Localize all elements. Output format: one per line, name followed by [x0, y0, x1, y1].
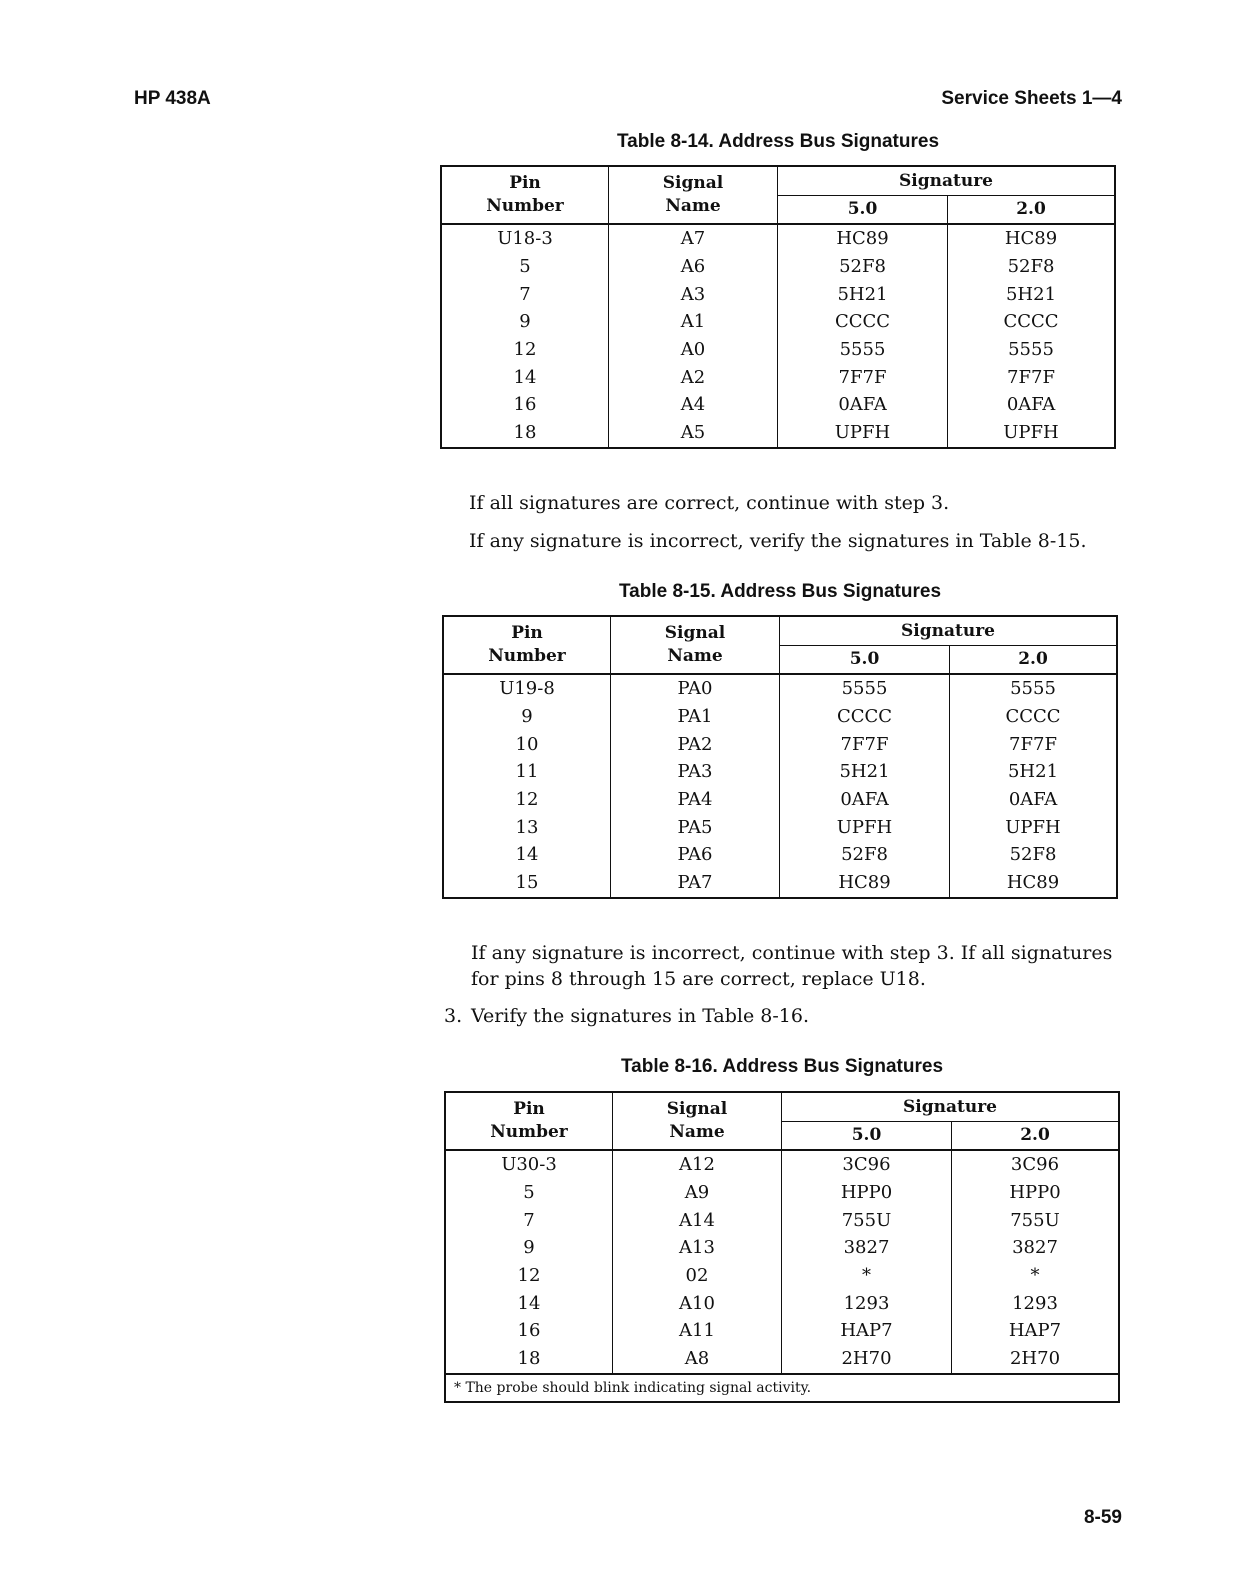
signal-name-cell: A10	[613, 1289, 782, 1317]
signal-name-cell: A12	[613, 1150, 782, 1179]
pin-number-cell: 9	[441, 308, 609, 336]
signal-name-cell: A1	[609, 308, 778, 336]
pin-number-cell: 12	[441, 336, 609, 364]
signal-name-header: Signal Name	[611, 616, 780, 674]
table-row	[445, 1345, 1119, 1374]
signature-2v-cell: 7F7F	[1007, 366, 1055, 388]
pin-number-cell: 16	[441, 391, 609, 419]
signature-5v-cell: HAP7	[782, 1317, 952, 1345]
signature-2v-cell: 52F8	[1007, 256, 1055, 278]
pin-number-cell: 12	[445, 1262, 613, 1290]
signature-2v-cell: 1293	[1012, 1292, 1058, 1314]
table-row	[441, 280, 1115, 308]
table-caption-8-15: Table 8-15. Address Bus Signatures	[618, 581, 942, 602]
table-row	[445, 1150, 1119, 1179]
table-row	[441, 363, 1115, 391]
signature-5v-cell: UPFH	[778, 419, 948, 448]
signature-2v-cell: CCCC	[1003, 311, 1059, 333]
signal-name-cell: A7	[609, 224, 778, 253]
signature-5v-cell: 5H21	[780, 758, 950, 786]
signature-5v-cell: UPFH	[780, 813, 950, 841]
pin-number-cell: 14	[443, 841, 611, 869]
instruction-paragraph: for pins 8 through 15 are correct, replace U18.	[471, 968, 926, 990]
signal-name-cell: A8	[613, 1345, 782, 1374]
table-row	[443, 786, 1117, 814]
signature-2v-cell: HC89	[1006, 872, 1060, 894]
pin-number-cell: 10	[443, 730, 611, 758]
signature-5v-cell: 1293	[782, 1289, 952, 1317]
signature-header: Signature	[778, 166, 1116, 195]
instruction-paragraph: If any signature is incorrect, verify the signatures in Table 8-15.	[469, 530, 1087, 552]
signature-5v-cell: 52F8	[778, 253, 948, 281]
signature-5v-cell: 7F7F	[778, 363, 948, 391]
pin-number-header: Pin Number	[445, 1092, 613, 1150]
signal-name-cell: PA3	[611, 758, 780, 786]
table-row	[445, 1179, 1119, 1207]
pin-number-cell: 12	[443, 786, 611, 814]
signature-2v-cell: 2H70	[1009, 1348, 1061, 1370]
document-model: HP 438A	[134, 88, 211, 109]
signature-5v-cell: 7F7F	[780, 730, 950, 758]
signature-5v-cell: 2H70	[782, 1345, 952, 1374]
signature-2v-cell: 52F8	[1009, 844, 1057, 866]
signature-2v-cell: 5555	[1010, 678, 1056, 700]
signature-5v-cell: HPP0	[782, 1179, 952, 1207]
section-title: Service Sheets 1—4	[941, 88, 1122, 109]
step-text: Verify the signatures in Table 8-16.	[471, 1005, 810, 1027]
table-row	[441, 253, 1115, 281]
table-row	[443, 730, 1117, 758]
table-row	[445, 1289, 1119, 1317]
table-row	[441, 419, 1115, 448]
signal-name-cell: A3	[609, 280, 778, 308]
table-row	[445, 1262, 1119, 1290]
pin-number-cell: 5	[441, 253, 609, 281]
signature-5v-cell: 5555	[780, 674, 950, 703]
signature-5v-cell: *	[782, 1262, 952, 1290]
pin-number-cell: 9	[443, 703, 611, 731]
signal-name-cell: PA7	[611, 869, 780, 898]
signal-name-cell: PA4	[611, 786, 780, 814]
signature-5v-cell: 0AFA	[780, 786, 950, 814]
signature-2v-cell: 5H21	[1005, 283, 1057, 305]
signature-2v-header: 2.0	[948, 195, 1116, 224]
signal-name-cell: A4	[609, 391, 778, 419]
signature-5v-header: 5.0	[782, 1121, 952, 1150]
signature-2v-cell: 3827	[1012, 1237, 1058, 1259]
signature-2v-cell: 755U	[1010, 1209, 1060, 1231]
step-number: 3.	[444, 1005, 463, 1027]
table-row	[445, 1317, 1119, 1345]
table-row	[443, 703, 1117, 731]
pin-number-cell: 14	[445, 1289, 613, 1317]
signature-5v-header: 5.0	[778, 195, 948, 224]
table-row	[443, 674, 1117, 703]
signal-name-cell: PA5	[611, 813, 780, 841]
signal-name-cell: A14	[613, 1206, 782, 1234]
signal-name-cell: A5	[609, 419, 778, 448]
table-caption-8-14: Table 8-14. Address Bus Signatures	[616, 131, 940, 152]
pin-number-cell: 13	[443, 813, 611, 841]
signal-name-cell: A6	[609, 253, 778, 281]
signature-5v-cell: CCCC	[778, 308, 948, 336]
pin-number-cell: 7	[441, 280, 609, 308]
signature-2v-cell: 5H21	[1007, 761, 1059, 783]
table-row	[441, 308, 1115, 336]
table-row	[443, 758, 1117, 786]
instruction-paragraph: If all signatures are correct, continue with step 3.	[469, 492, 950, 514]
signal-name-cell: A9	[613, 1179, 782, 1207]
signature-5v-cell: HC89	[778, 224, 948, 253]
signature-table-8-14	[440, 165, 1116, 449]
pin-number-cell: U18-3	[441, 224, 609, 253]
signature-5v-cell: CCCC	[780, 703, 950, 731]
signature-2v-cell: 5555	[1008, 339, 1054, 361]
signature-2v-cell: CCCC	[1005, 706, 1061, 728]
signal-name-cell: PA2	[611, 730, 780, 758]
signal-name-cell: PA1	[611, 703, 780, 731]
table-row	[441, 391, 1115, 419]
signature-table-8-15	[442, 615, 1118, 899]
pin-number-cell: 9	[445, 1234, 613, 1262]
table-row	[441, 224, 1115, 253]
signature-header: Signature	[780, 616, 1118, 645]
signature-5v-cell: HC89	[780, 869, 950, 898]
table-footnote: * The probe should blink indicating signal activity.	[445, 1374, 1119, 1402]
signature-2v-header: 2.0	[950, 645, 1118, 674]
table-caption-8-16: Table 8-16. Address Bus Signatures	[620, 1056, 944, 1077]
pin-number-header: Pin Number	[443, 616, 611, 674]
pin-number-cell: 5	[445, 1179, 613, 1207]
signature-2v-cell: UPFH	[1005, 816, 1061, 838]
table-row	[445, 1234, 1119, 1262]
signature-5v-header: 5.0	[780, 645, 950, 674]
signature-5v-cell: 0AFA	[778, 391, 948, 419]
signal-name-header: Signal Name	[613, 1092, 782, 1150]
pin-number-cell: 18	[445, 1345, 613, 1374]
signature-2v-cell: 0AFA	[1008, 789, 1058, 811]
table-row	[443, 813, 1117, 841]
signature-5v-cell: 3C96	[782, 1150, 952, 1179]
pin-number-header: Pin Number	[441, 166, 609, 224]
signature-header: Signature	[782, 1092, 1120, 1121]
signature-2v-cell: 7F7F	[1009, 733, 1057, 755]
pin-number-cell: 18	[441, 419, 609, 448]
signature-5v-cell: 755U	[782, 1206, 952, 1234]
signal-name-cell: A11	[613, 1317, 782, 1345]
pin-number-cell: U19-8	[443, 674, 611, 703]
signal-name-cell: A2	[609, 363, 778, 391]
signature-2v-cell: HAP7	[1008, 1320, 1062, 1342]
signature-5v-cell: 52F8	[780, 841, 950, 869]
signal-name-cell: A13	[613, 1234, 782, 1262]
signature-5v-cell: 3827	[782, 1234, 952, 1262]
signal-name-header: Signal Name	[609, 166, 778, 224]
signature-5v-cell: 5H21	[778, 280, 948, 308]
pin-number-cell: 16	[445, 1317, 613, 1345]
signature-2v-cell: 0AFA	[1006, 394, 1056, 416]
signature-2v-header: 2.0	[952, 1121, 1120, 1150]
signature-2v-cell: *	[1030, 1265, 1040, 1287]
signal-name-cell: A0	[609, 336, 778, 364]
table-row	[443, 869, 1117, 898]
page-number: 8-59	[1083, 1507, 1122, 1528]
pin-number-cell: 11	[443, 758, 611, 786]
signature-2v-cell: UPFH	[1003, 422, 1059, 444]
signature-2v-cell: HC89	[1004, 228, 1058, 250]
table-row	[443, 841, 1117, 869]
pin-number-cell: 7	[445, 1206, 613, 1234]
signature-table-8-16	[444, 1091, 1120, 1403]
signature-2v-cell: HPP0	[1009, 1182, 1061, 1204]
signal-name-cell: PA0	[611, 674, 780, 703]
pin-number-cell: 14	[441, 363, 609, 391]
instruction-paragraph: If any signature is incorrect, continue with step 3. If all signatures	[471, 942, 1113, 964]
signal-name-cell: 02	[613, 1262, 782, 1290]
signal-name-cell: PA6	[611, 841, 780, 869]
signature-2v-cell: 3C96	[1010, 1154, 1060, 1176]
table-row	[441, 336, 1115, 364]
table-row	[445, 1206, 1119, 1234]
pin-number-cell: U30-3	[445, 1150, 613, 1179]
signature-5v-cell: 5555	[778, 336, 948, 364]
pin-number-cell: 15	[443, 869, 611, 898]
